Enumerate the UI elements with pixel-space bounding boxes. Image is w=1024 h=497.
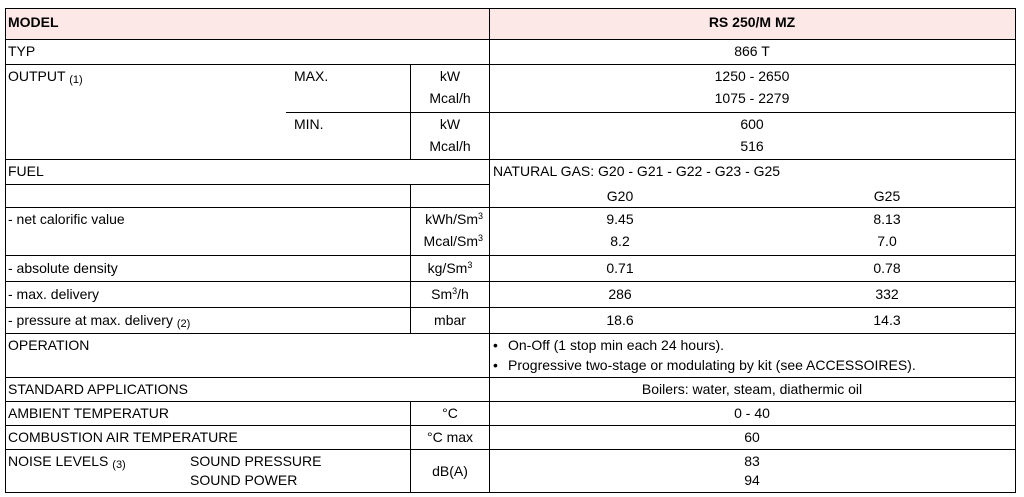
output-min-kw-unit: kW — [439, 116, 461, 132]
applications-label: STANDARD APPLICATIONS — [8, 381, 188, 397]
density-unit: kg/Sm$^3$ — [427, 260, 473, 276]
noise-power-value: 94 — [744, 472, 760, 488]
operation-item-2: Progressive two-stage or modulating by kit (see ACCESSOIRES). — [508, 357, 916, 373]
noise-pressure-value: 83 — [744, 453, 760, 469]
ambient-label: AMBIENT TEMPERATUR — [8, 405, 170, 421]
row-divider — [6, 184, 489, 185]
column-divider — [410, 401, 411, 492]
row-divider — [6, 307, 1015, 308]
density-g25: 0.78 — [873, 260, 901, 276]
delivery-unit: Sm$^3$/h — [431, 286, 469, 302]
pressure-g20: 18.6 — [606, 312, 634, 328]
model-value: RS 250/M MZ — [708, 14, 796, 30]
typ-label: TYP — [8, 43, 36, 59]
delivery-g25: 332 — [875, 286, 899, 302]
ambient-value: 0 - 40 — [734, 405, 770, 421]
column-divider — [410, 64, 411, 159]
operation-bullet-2: • — [493, 357, 498, 373]
output-min-mcal-unit: Mcal/h — [429, 138, 471, 154]
row-divider — [6, 281, 1015, 282]
output-min-mcal-value: 516 — [740, 138, 764, 154]
row-divider — [6, 39, 1015, 40]
output-max-kw-unit: kW — [439, 68, 461, 84]
output-max-mcal-unit: Mcal/h — [429, 90, 471, 106]
delivery-label: - max. delivery — [8, 286, 100, 302]
pressure-g25: 14.3 — [873, 312, 901, 328]
row-divider — [6, 449, 1015, 450]
row-divider — [6, 64, 1015, 65]
row-divider — [6, 159, 1015, 160]
applications-value: Boilers: water, steam, diathermic oil — [641, 381, 863, 397]
row-divider — [6, 401, 1015, 402]
spec-table — [5, 8, 1016, 493]
density-label: - absolute density — [8, 260, 118, 276]
net-calorific-g20-mcal: 8.2 — [610, 233, 630, 249]
typ-value: 866 T — [734, 43, 770, 59]
operation-item-1: On-Off (1 stop min each 24 hours). — [508, 337, 725, 353]
noise-power-label: SOUND POWER — [190, 472, 298, 488]
row-divider — [286, 112, 1015, 113]
row-divider — [6, 207, 1015, 208]
ambient-unit: °C — [442, 405, 458, 421]
density-g20: 0.71 — [606, 260, 634, 276]
output-max-mcal-value: 1075 - 2279 — [714, 90, 790, 106]
noise-note: (3) — [112, 459, 126, 471]
row-divider — [6, 377, 1015, 378]
net-calorific-unit-mcal: Mcal/Sm$^3$ — [423, 233, 483, 249]
fuel-col-g20: G20 — [606, 188, 634, 204]
fuel-value: NATURAL GAS: G20 - G21 - G22 - G23 - G25 — [493, 163, 781, 179]
output-min-kw-value: 600 — [740, 116, 764, 132]
noise-pressure-label: SOUND PRESSURE — [190, 453, 322, 469]
header-row — [6, 9, 1015, 39]
output-max-kw-value: 1250 - 2650 — [714, 68, 790, 84]
pressure-unit: mbar — [434, 312, 466, 328]
noise-label: NOISE LEVELS (3) — [8, 453, 126, 471]
column-divider — [410, 184, 411, 333]
pressure-label: - pressure at max. delivery (2) — [8, 312, 191, 330]
row-divider — [6, 255, 1015, 256]
model-label: MODEL — [8, 14, 59, 30]
output-min-label: MIN. — [294, 116, 324, 132]
operation-label: OPERATION — [8, 337, 90, 353]
noise-unit: dB(A) — [432, 463, 468, 479]
combustion-label: COMBUSTION AIR TEMPERATURE — [8, 429, 238, 445]
combustion-value: 60 — [744, 429, 760, 445]
combustion-unit: °C max — [426, 429, 474, 445]
fuel-label: FUEL — [8, 163, 44, 179]
column-divider — [489, 9, 490, 492]
fuel-col-g25: G25 — [873, 188, 901, 204]
pressure-note: (2) — [176, 318, 191, 330]
delivery-g20: 286 — [608, 286, 632, 302]
output-label: OUTPUT (1) — [8, 68, 83, 86]
row-divider — [6, 425, 1015, 426]
output-note: (1) — [69, 74, 83, 86]
net-calorific-unit-kwh: kWh/Sm$^3$ — [425, 211, 483, 227]
net-calorific-g25-kwh: 8.13 — [873, 211, 901, 227]
operation-bullet-1: • — [493, 337, 498, 353]
output-max-label: MAX. — [294, 68, 329, 84]
net-calorific-g20-kwh: 9.45 — [606, 211, 634, 227]
net-calorific-label: - net calorific value — [8, 211, 125, 227]
net-calorific-g25-mcal: 7.0 — [877, 233, 897, 249]
